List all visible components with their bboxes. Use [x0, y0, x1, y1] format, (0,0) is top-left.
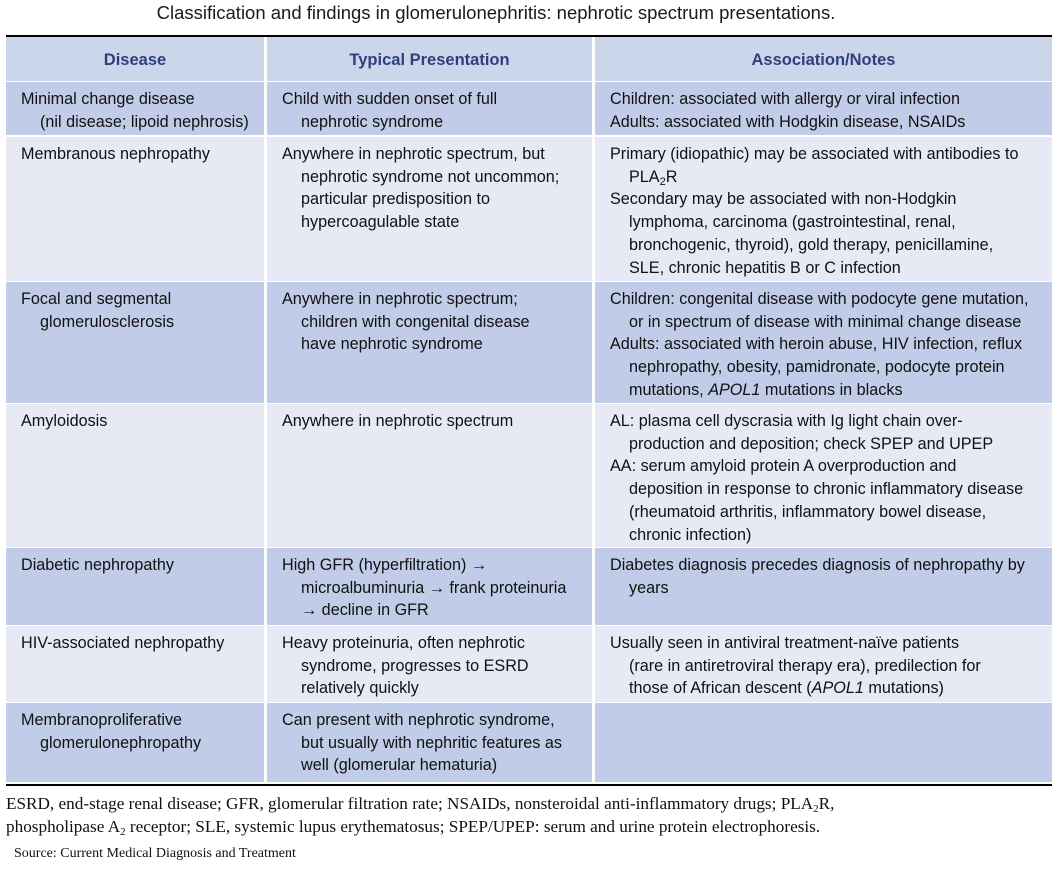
- presentation-text: Can present with nephrotic syndrome,: [282, 711, 555, 729]
- notes-text: Primary (idiopathic) may be associated with antibodies to: [610, 145, 1019, 163]
- presentation-text: Heavy proteinuria, often nephrotic: [282, 634, 525, 652]
- presentation-text: Anywhere in nephrotic spectrum, but: [282, 145, 545, 163]
- presentation-text: syndrome, progresses to ESRD: [301, 656, 529, 675]
- disease-name: Focal and segmental: [21, 290, 172, 308]
- subscript: 2: [813, 803, 819, 815]
- pla2r-suffix: R: [665, 167, 678, 186]
- footnote-text: R,: [818, 794, 835, 813]
- footnote-text: phospholipase A: [6, 817, 121, 836]
- notes-text: Usually seen in antiviral treatment-naïve patients: [610, 634, 960, 652]
- notes-text: Diabetes diagnosis precedes diagnosis of nephropathy by: [610, 556, 1025, 574]
- presentation-text: children with congenital disease: [301, 312, 530, 331]
- disease-name-cont: glomerulonephropathy: [40, 733, 202, 752]
- notes-fragment: mutations): [863, 679, 944, 698]
- notes-cell: [595, 626, 1052, 702]
- presentation-text: Anywhere in nephrotic spectrum;: [282, 290, 518, 308]
- notes-text: AA: serum amyloid protein A overproduction and: [610, 457, 957, 476]
- presentation-cell: [267, 404, 592, 547]
- presentation-text: relatively quickly: [301, 679, 419, 698]
- notes-cell: [595, 703, 1052, 782]
- disease-cell: [6, 82, 264, 135]
- disease-name: Diabetic nephropathy: [21, 556, 174, 574]
- notes-text: Children: associated with allergy or viral infection: [610, 90, 960, 108]
- presentation-cell: [267, 626, 592, 702]
- disease-name: Membranous nephropathy: [21, 145, 210, 163]
- notes-text: years: [629, 578, 669, 597]
- presentation-text: microalbuminuria → frank proteinuria: [301, 578, 567, 597]
- presentation-text: have nephrotic syndrome: [301, 335, 483, 354]
- table-row: [6, 82, 1052, 135]
- table-footnote: [6, 792, 1052, 838]
- table-header-row: [6, 37, 1052, 81]
- notes-text: AL: plasma cell dyscrasia with Ig light chain over-: [610, 412, 963, 430]
- presentation-text: nephrotic syndrome: [301, 112, 444, 131]
- notes-text: Adults: associated with heroin abuse, HIV infection, reflux: [610, 335, 1023, 354]
- disease-cell: [6, 282, 264, 403]
- notes-cell: [595, 548, 1052, 625]
- presentation-cell: [267, 137, 592, 281]
- notes-text: nephropathy, obesity, pamidronate, podocyte protein: [629, 358, 1005, 377]
- notes-text: [610, 677, 1052, 700]
- notes-text: chronic infection): [629, 525, 752, 544]
- notes-cell: [595, 282, 1052, 403]
- header-disease: Disease: [6, 37, 264, 81]
- table-caption: Classification and findings in glomerulonephritis: nephrotic spectrum presentations.: [156, 2, 836, 23]
- notes-text: [610, 166, 1052, 189]
- presentation-text: but usually with nephritic features as: [301, 733, 562, 752]
- table-row: [6, 404, 1052, 547]
- disease-cell: [6, 137, 264, 281]
- footnote-line: [6, 815, 1052, 838]
- notes-text: production and deposition; check SPEP and UPEP: [629, 434, 994, 453]
- notes-text: deposition in response to chronic inflammatory disease: [629, 480, 1024, 499]
- presentation-cell: [267, 282, 592, 403]
- presentation-cell: [267, 82, 592, 135]
- footnote-text: ESRD, end-stage renal disease; GFR, glomerular filtration rate; NSAIDs, nonsteroidal anti-inflammatory drugs; PLA: [6, 794, 814, 813]
- notes-text: (rare in antiretroviral therapy era), predilection for: [629, 656, 981, 675]
- presentation-text: particular predisposition to: [301, 190, 490, 209]
- notes-text: bronchogenic, thyroid), gold therapy, penicillamine,: [629, 235, 994, 254]
- notes-text: Secondary may be associated with non-Hodgkin: [610, 190, 957, 209]
- table-row: [6, 548, 1052, 625]
- presentation-text: nephrotic syndrome not uncommon;: [301, 167, 560, 186]
- footnote-line: [6, 792, 1052, 815]
- disease-name-cont: glomerulosclerosis: [40, 312, 175, 331]
- notes-fragment: those of African descent (: [629, 679, 812, 698]
- presentation-cell: [267, 548, 592, 625]
- disease-cell: [6, 404, 264, 547]
- presentation-cell: [267, 703, 592, 782]
- disease-cell: [6, 703, 264, 782]
- header-presentation: Typical Presentation: [267, 37, 592, 81]
- disease-name: Membranoproliferative: [21, 711, 183, 729]
- disease-name-cont: (nil disease; lipoid nephrosis): [40, 112, 249, 131]
- presentation-text: well (glomerular hematuria): [301, 756, 498, 775]
- presentation-text: → decline in GFR: [301, 601, 429, 620]
- table-row: [6, 703, 1052, 782]
- subscript: 2: [120, 826, 126, 838]
- notes-text: SLE, chronic hepatitis B or C infection: [629, 258, 901, 277]
- table-row: [6, 626, 1052, 702]
- source-citation: Source: Current Medical Diagnosis and Treatment: [14, 846, 296, 861]
- glomerulonephritis-table: [6, 35, 1052, 786]
- presentation-text: hypercoagulable state: [301, 213, 460, 232]
- disease-name: HIV-associated nephropathy: [21, 634, 225, 652]
- notes-text: Adults: associated with Hodgkin disease, NSAIDs: [610, 112, 966, 131]
- header-notes: Association/Notes: [595, 37, 1052, 81]
- notes-text: [610, 379, 1052, 402]
- notes-cell: [595, 82, 1052, 135]
- disease-cell: [6, 548, 264, 625]
- disease-name: Amyloidosis: [21, 412, 108, 430]
- presentation-text: High GFR (hyperfiltration) →: [282, 556, 488, 574]
- notes-fragment: mutations in blacks: [760, 380, 903, 399]
- notes-text: or in spectrum of disease with minimal change disease: [629, 312, 1022, 331]
- pla2r-prefix: PLA: [629, 167, 660, 186]
- notes-cell: [595, 137, 1052, 281]
- gene-name: APOL1: [708, 380, 761, 399]
- notes-cell: [595, 404, 1052, 547]
- notes-text: Children: congenital disease with podocyte gene mutation,: [610, 290, 1029, 308]
- notes-text: (rheumatoid arthritis, inflammatory bowel disease,: [629, 502, 987, 521]
- presentation-text: Anywhere in nephrotic spectrum: [282, 412, 514, 430]
- table-row: [6, 137, 1052, 281]
- subscript: 2: [659, 175, 666, 188]
- notes-text: lymphoma, carcinoma (gastrointestinal, renal,: [629, 213, 956, 232]
- notes-fragment: mutations,: [629, 380, 709, 399]
- disease-name: Minimal change disease: [21, 90, 195, 108]
- gene-name: APOL1: [811, 679, 864, 698]
- table-row: [6, 282, 1052, 403]
- disease-cell: [6, 626, 264, 702]
- presentation-text: Child with sudden onset of full: [282, 90, 498, 108]
- footnote-text: receptor; SLE, systemic lupus erythematosus; SPEP/UPEP: serum and urine protein electrophoresis.: [125, 817, 821, 836]
